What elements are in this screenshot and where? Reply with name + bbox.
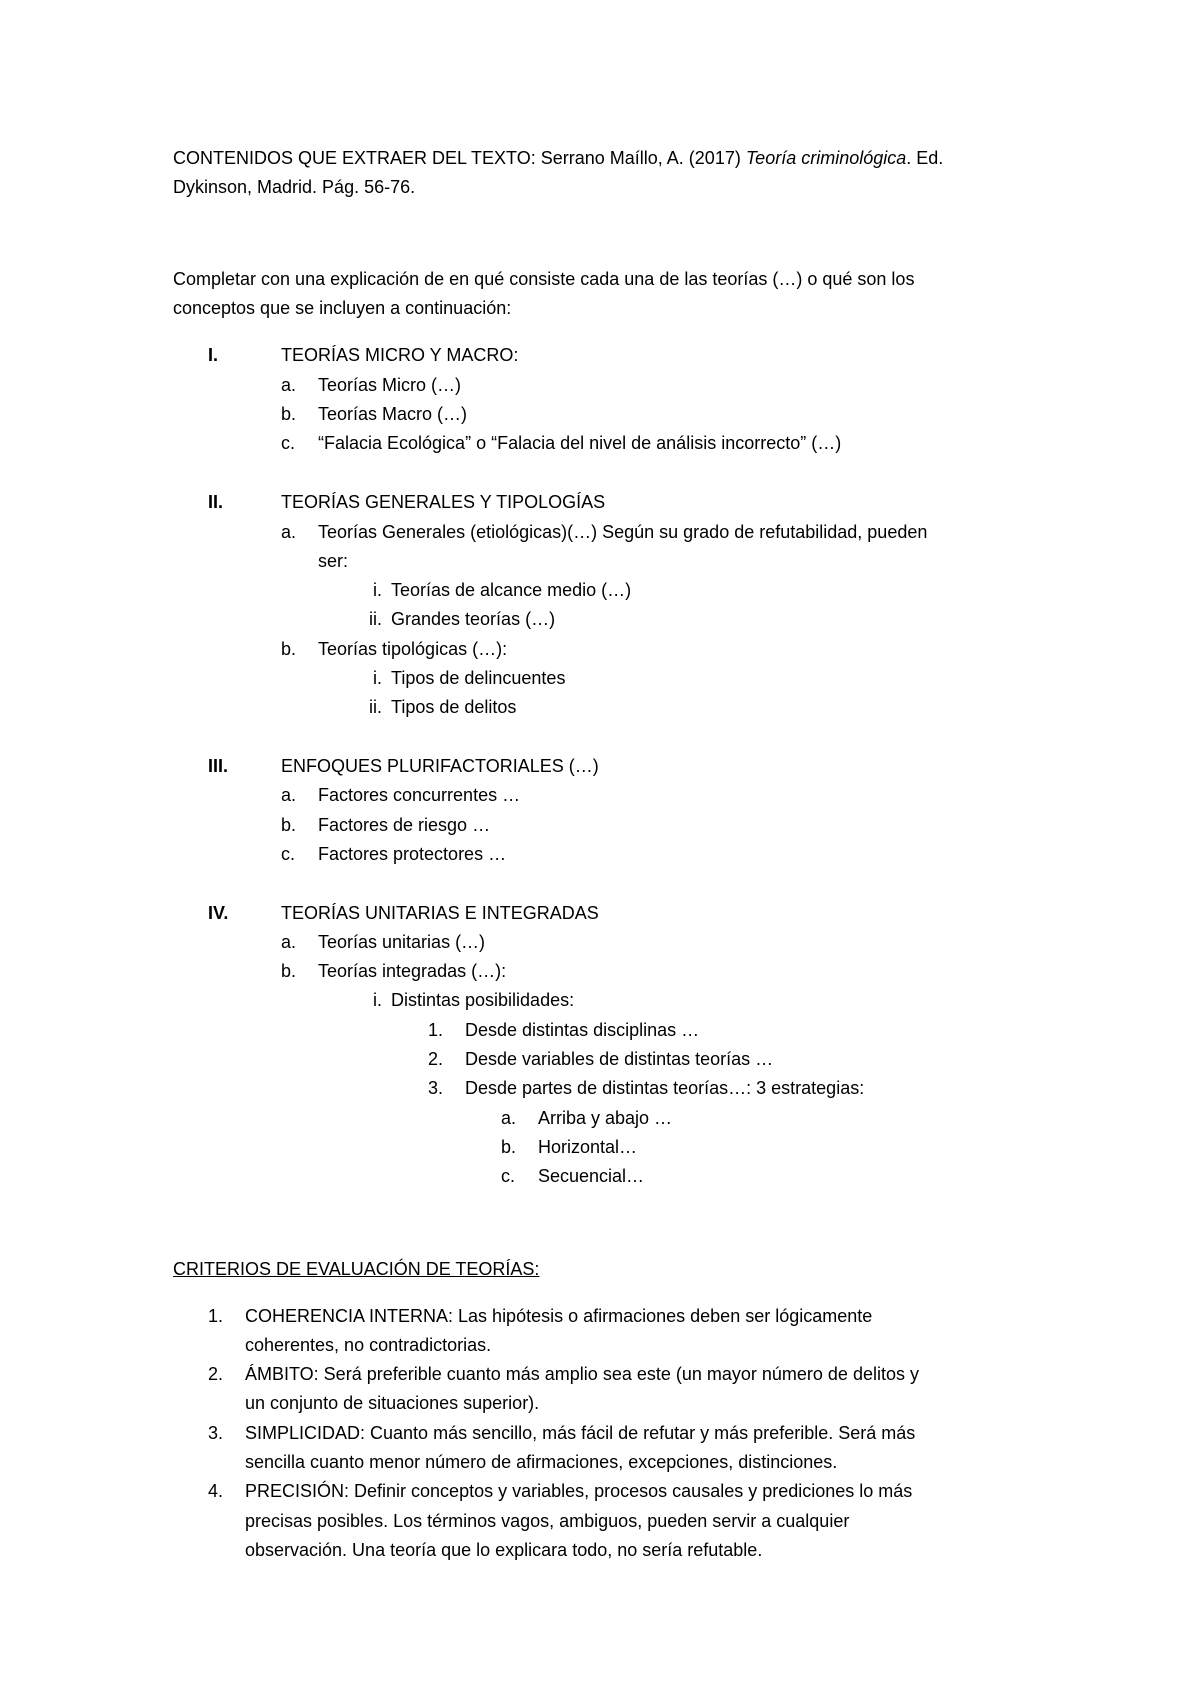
list-subitem: Teorías de alcance medio (…)	[391, 580, 632, 600]
criteria-item-text: coherentes, no contradictorias.	[245, 1335, 492, 1355]
item-marker: a.	[281, 932, 297, 952]
criteria-marker: 4.	[208, 1481, 224, 1501]
instructions-line-2: conceptos que se incluyen a continuación:	[173, 298, 512, 318]
list-subitem: Distintas posibilidades:	[391, 990, 575, 1010]
section-title: TEORÍAS GENERALES Y TIPOLOGÍAS	[281, 492, 606, 512]
instructions-line-1: Completar con una explicación de en qué consiste cada una de las teorías (…) o qué son los	[173, 269, 915, 289]
strategy-marker: b.	[501, 1137, 517, 1157]
list-item: Teorías unitarias (…)	[318, 932, 486, 952]
criteria-marker: 3.	[208, 1423, 224, 1443]
criteria-item-text: PRECISIÓN: Definir conceptos y variables, procesos causales y prediciones lo más	[245, 1481, 913, 1501]
criteria-item-text: SIMPLICIDAD: Cuanto más sencillo, más fácil de refutar y más preferible. Será más	[245, 1423, 916, 1443]
subitem-marker: i.	[373, 990, 382, 1010]
criteria-heading: CRITERIOS DE EVALUACIÓN DE TEORÍAS:	[173, 1259, 540, 1279]
strategy-item: Arriba y abajo …	[538, 1108, 673, 1128]
criteria-item-text: ÁMBITO: Será preferible cuanto más amplio sea este (un mayor número de delitos y	[245, 1364, 919, 1384]
item-marker: a.	[281, 375, 297, 395]
list-subitem: Grandes teorías (…)	[391, 609, 556, 629]
numbered-marker: 2.	[428, 1049, 444, 1069]
section-marker: III.	[208, 756, 229, 776]
criteria-marker: 2.	[208, 1364, 224, 1384]
list-item: Teorías tipológicas (…):	[318, 639, 508, 659]
numbered-item: Desde partes de distintas teorías…: 3 estrategias:	[465, 1078, 865, 1098]
strategy-marker: c.	[501, 1166, 516, 1186]
subitem-marker: i.	[373, 668, 382, 688]
subitem-marker: ii.	[369, 609, 382, 629]
list-subitem: Tipos de delitos	[391, 697, 517, 717]
header-prefix: CONTENIDOS QUE EXTRAER DEL TEXTO: Serrano Maíllo, A. (2017)	[173, 148, 746, 168]
item-marker: b.	[281, 815, 297, 835]
list-item: Teorías integradas (…):	[318, 961, 507, 981]
list-item: Factores de riesgo …	[318, 815, 491, 835]
strategy-item: Secuencial…	[538, 1166, 645, 1186]
item-marker: c.	[281, 433, 296, 453]
criteria-item-text: un conjunto de situaciones superior).	[245, 1393, 540, 1413]
list-item: “Falacia Ecológica” o “Falacia del nivel de análisis incorrecto” (…)	[318, 433, 842, 453]
criteria-item-text: COHERENCIA INTERNA: Las hipótesis o afirmaciones deben ser lógicamente	[245, 1306, 873, 1326]
list-subitem: Tipos de delincuentes	[391, 668, 566, 688]
numbered-marker: 1.	[428, 1020, 444, 1040]
section-marker: IV.	[208, 903, 229, 923]
criteria-marker: 1.	[208, 1306, 224, 1326]
criteria-item-text: precisas posibles. Los términos vagos, ambiguos, pueden servir a cualquier	[245, 1511, 850, 1531]
list-item: Teorías Macro (…)	[318, 404, 468, 424]
strategy-item: Horizontal…	[538, 1137, 638, 1157]
list-item: Teorías Micro (…)	[318, 375, 462, 395]
list-item: Factores protectores …	[318, 844, 507, 864]
section-marker: II.	[208, 492, 224, 512]
criteria-item-text: sencilla cuanto menor número de afirmaciones, excepciones, distinciones.	[245, 1452, 838, 1472]
item-marker: a.	[281, 522, 297, 542]
subitem-marker: ii.	[369, 697, 382, 717]
header-line-2: Dykinson, Madrid. Pág. 56-76.	[173, 177, 416, 197]
item-marker: c.	[281, 844, 296, 864]
subitem-marker: i.	[373, 580, 382, 600]
item-marker: b.	[281, 404, 297, 424]
list-item: Factores concurrentes …	[318, 785, 521, 805]
numbered-item: Desde distintas disciplinas …	[465, 1020, 700, 1040]
numbered-marker: 3.	[428, 1078, 444, 1098]
item-marker: a.	[281, 785, 297, 805]
section-title: TEORÍAS MICRO Y MACRO:	[281, 345, 519, 365]
item-marker: b.	[281, 961, 297, 981]
list-item: Teorías Generales (etiológicas)(…) Según su grado de refutabilidad, pueden	[318, 522, 928, 542]
list-item-continuation: ser:	[318, 551, 349, 571]
header-line-1	[173, 144, 943, 173]
strategy-marker: a.	[501, 1108, 517, 1128]
numbered-item: Desde variables de distintas teorías …	[465, 1049, 774, 1069]
section-title: TEORÍAS UNITARIAS E INTEGRADAS	[281, 903, 599, 923]
book-title: Teoría criminológica	[745, 148, 907, 168]
item-marker: b.	[281, 639, 297, 659]
header-suffix: . Ed.	[906, 148, 944, 168]
section-title: ENFOQUES PLURIFACTORIALES (…)	[281, 756, 599, 776]
criteria-item-text: observación. Una teoría que lo explicara todo, no sería refutable.	[245, 1540, 763, 1560]
section-marker: I.	[208, 345, 219, 365]
